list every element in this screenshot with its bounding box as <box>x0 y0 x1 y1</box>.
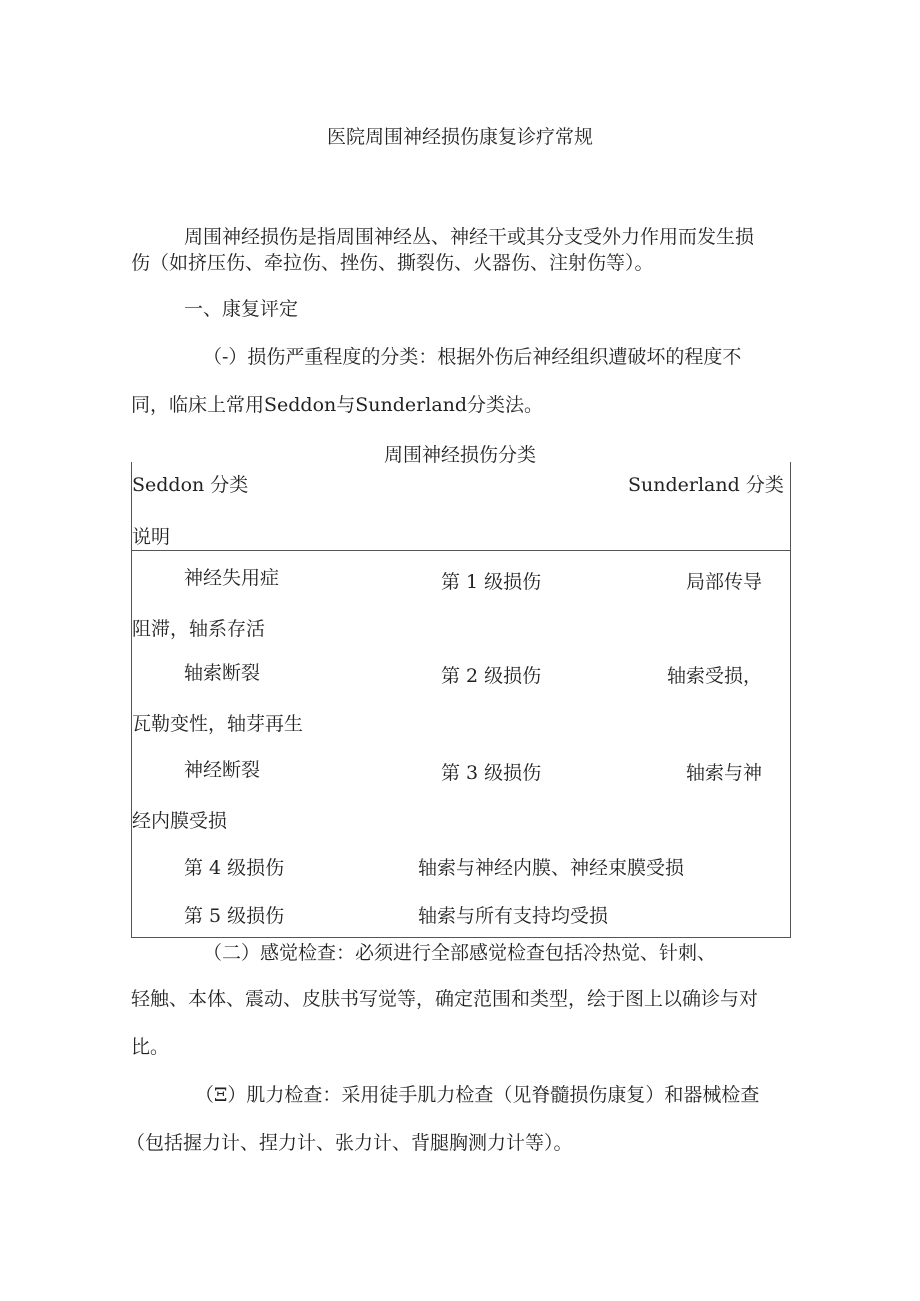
subsection-3-line-1: （Ξ）肌力检查：采用徒手肌力检查（见脊髓损伤康复）和器械检查 <box>195 1084 760 1106</box>
intro-line-2: 伤（如挤压伤、牵拉伤、挫伤、撕裂伤、火器伤、注射伤等）。 <box>131 252 654 274</box>
table-row-4-desc: 轴索与神经内膜、神经束膜受损 <box>418 857 685 879</box>
table-row-5-sunderland: 第 5 级损伤 <box>184 905 285 927</box>
table-row-2-desc-b: 瓦勒变性，轴芽再生 <box>132 713 304 735</box>
table-row-2-desc-a: 轴索受损， <box>667 665 763 687</box>
subsection-2-line-1: （二）感觉检查：必须进行全部感觉检查包括冷热觉、针刺、 <box>203 942 717 964</box>
table-row-2-sunderland: 第 2 级损伤 <box>441 665 542 687</box>
table-header-seddon: Seddon 分类 <box>132 474 249 496</box>
section-heading-assessment: 一、康复评定 <box>184 298 299 320</box>
table-row-3-desc-b: 经内膜受损 <box>132 810 228 832</box>
table-row-2-seddon: 轴索断裂 <box>184 662 261 684</box>
table-header-divider <box>131 550 791 551</box>
table-header-description: 说明 <box>132 526 171 548</box>
subsection-3-line-2: （包括握力计、捏力计、张力计、背腿胸测力计等）。 <box>126 1132 573 1154</box>
table-caption: 周围神经损伤分类 <box>383 444 536 466</box>
table-row-1-desc-a: 局部传导 <box>686 571 763 593</box>
subsection-2-line-3: 比。 <box>131 1036 170 1058</box>
table-row-3-seddon: 神经断裂 <box>184 759 261 781</box>
subsection-1-line-2: 同，临床上常用Seddon与Sunderland分类法。 <box>131 394 544 416</box>
table-header-sunderland: Sunderland 分类 <box>628 474 784 496</box>
table-row-3-desc-a: 轴索与神 <box>686 762 763 784</box>
document-title: 医院周围神经损伤康复诊疗常规 <box>326 126 593 148</box>
table-row-1-desc-b: 阻滞，轴系存活 <box>132 618 266 640</box>
table-row-5-desc: 轴索与所有支持均受损 <box>418 905 609 927</box>
table-row-1-sunderland: 第 1 级损伤 <box>441 571 542 593</box>
table-row-4-sunderland: 第 4 级损伤 <box>184 857 285 879</box>
subsection-1-line-1: （-）损伤严重程度的分类：根据外伤后神经组织遭破坏的程度不 <box>203 346 742 368</box>
table-row-1-seddon: 神经失用症 <box>184 567 280 589</box>
intro-line-1: 周围神经损伤是指周围神经丛、神经干或其分支受外力作用而发生损 <box>184 226 755 248</box>
table-row-3-sunderland: 第 3 级损伤 <box>441 762 542 784</box>
subsection-2-line-2: 轻触、本体、震动、皮肤书写觉等，确定范围和类型，绘于图上以确诊与对 <box>131 988 759 1010</box>
